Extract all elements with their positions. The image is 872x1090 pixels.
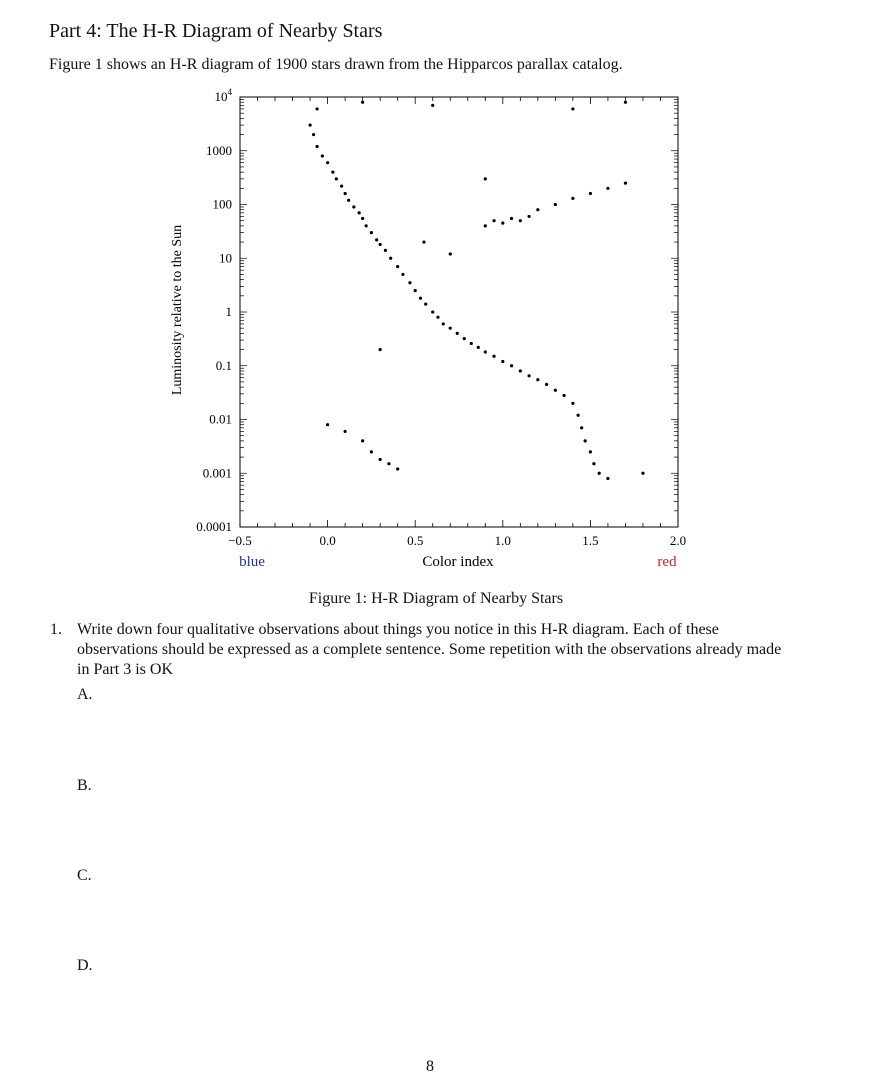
data-point [408, 281, 411, 284]
question-text: Write down four qualitative observations about things you notice in this H-R diagram. Each of these observations should be expressed as a complete sentence. Some repetition with the observations already made in Part 3 is OK [77, 621, 782, 678]
y-tick-labels [196, 87, 232, 534]
x-tick-label: −0.5 [228, 533, 252, 548]
data-point [492, 219, 495, 222]
y-axis-label: Luminosity relative to the Sun [170, 224, 185, 396]
data-point [442, 322, 445, 325]
data-point [606, 477, 609, 480]
page-title: Part 4: The H-R Diagram of Nearby Stars [49, 20, 383, 42]
data-point [308, 124, 311, 127]
data-point [606, 187, 609, 190]
data-point [463, 337, 466, 340]
data-point [315, 145, 318, 148]
y-tick-label: 10 [219, 250, 232, 266]
data-point [584, 439, 587, 442]
y-tick-label: 0.1 [215, 357, 232, 373]
figure-caption: Figure 1: H-R Diagram of Nearby Stars [308, 590, 564, 607]
data-point [344, 192, 347, 195]
data-point [347, 199, 350, 202]
data-point [431, 104, 434, 107]
data-point [335, 177, 338, 180]
data-point [379, 458, 382, 461]
data-point [571, 402, 574, 405]
data-point [401, 273, 404, 276]
answer-label-a: A. [77, 686, 93, 703]
page-number: 8 [426, 1058, 434, 1075]
data-point [510, 364, 513, 367]
data-point [580, 426, 583, 429]
data-point [431, 310, 434, 313]
data-point [396, 265, 399, 268]
data-point [361, 439, 364, 442]
data-point [361, 101, 364, 104]
data-point [571, 197, 574, 200]
data-point [589, 192, 592, 195]
x-tick-label: 1.5 [582, 533, 599, 548]
x-axis-label: Color index [422, 554, 494, 570]
data-point [389, 257, 392, 260]
data-point [321, 154, 324, 157]
data-point [492, 355, 495, 358]
data-points [308, 101, 644, 480]
data-point [315, 107, 318, 110]
x-tick-labels [228, 533, 686, 548]
data-point [449, 327, 452, 330]
data-point [477, 346, 480, 349]
data-point [370, 450, 373, 453]
data-point [326, 161, 329, 164]
data-point [456, 332, 459, 335]
data-point [536, 378, 539, 381]
question-number: 1. [50, 621, 62, 638]
data-point [361, 217, 364, 220]
data-point [326, 423, 329, 426]
data-point [527, 374, 530, 377]
data-point [624, 101, 627, 104]
data-point [501, 222, 504, 225]
x-tick-label: 0.5 [407, 533, 424, 548]
data-point [414, 289, 417, 292]
data-point [554, 389, 557, 392]
answer-label-d: D. [77, 957, 93, 974]
data-point [577, 414, 580, 417]
data-point [592, 462, 595, 465]
x-axis-blue-label: blue [239, 554, 265, 570]
y-tick-label: 1000 [206, 142, 232, 158]
data-point [589, 450, 592, 453]
data-point [375, 238, 378, 241]
data-point [484, 177, 487, 180]
data-point [641, 472, 644, 475]
data-point [370, 231, 373, 234]
data-point [344, 430, 347, 433]
plot-frame [240, 97, 678, 527]
data-point [396, 467, 399, 470]
x-axis-red-label: red [657, 554, 677, 570]
data-point [387, 462, 390, 465]
data-point [510, 217, 513, 220]
data-point [484, 224, 487, 227]
data-point [519, 369, 522, 372]
y-tick-label: $10^4$ [214, 87, 232, 104]
data-point [331, 171, 334, 174]
data-point [358, 211, 361, 214]
x-tick-label: 0.0 [319, 533, 336, 548]
data-point [419, 297, 422, 300]
tick-marks [240, 97, 678, 527]
data-point [352, 205, 355, 208]
data-point [501, 360, 504, 363]
data-point [384, 249, 387, 252]
data-point [545, 383, 548, 386]
data-point [470, 342, 473, 345]
data-point [554, 203, 557, 206]
data-point [571, 107, 574, 110]
data-point [484, 350, 487, 353]
data-point [312, 133, 315, 136]
data-point [624, 182, 627, 185]
data-point [536, 208, 539, 211]
data-point [379, 243, 382, 246]
question-1 [50, 620, 790, 680]
data-point [365, 224, 368, 227]
data-point [449, 252, 452, 255]
answer-label-b: B. [77, 777, 92, 794]
data-point [436, 316, 439, 319]
y-tick-label: 0.0001 [196, 519, 232, 534]
y-tick-label: 0.001 [202, 465, 232, 481]
data-point [527, 215, 530, 218]
figure-intro: Figure 1 shows an H-R diagram of 1900 stars drawn from the Hipparcos parallax catalog. [49, 56, 623, 73]
data-point [519, 219, 522, 222]
x-tick-label: 2.0 [669, 533, 687, 548]
y-tick-label: 100 [212, 196, 232, 212]
data-point [563, 394, 566, 397]
data-point [424, 303, 427, 306]
data-point [379, 348, 382, 351]
data-point [598, 472, 601, 475]
y-tick-label: 0.01 [209, 411, 232, 427]
x-tick-label: 1.0 [494, 533, 511, 548]
answer-label-c: C. [77, 867, 92, 884]
data-point [340, 184, 343, 187]
y-tick-label: 1 [225, 304, 232, 319]
data-point [422, 240, 425, 243]
